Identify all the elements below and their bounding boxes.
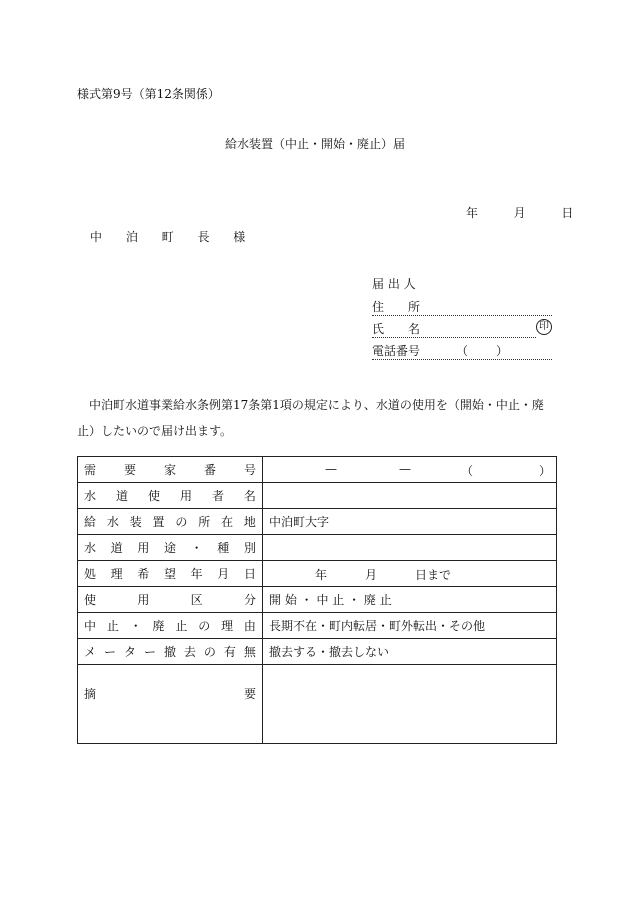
label-char: ー (143, 645, 156, 659)
addressee: 中 泊 町 長 様 (90, 230, 256, 244)
label-char: 道 (115, 489, 128, 503)
label-char: 月 (217, 567, 230, 581)
label-char: 番 (203, 463, 216, 477)
label-char: の (175, 515, 188, 529)
label-char: 置 (152, 515, 165, 529)
reason-field[interactable]: 長期不在・町内転居・町外転出・その他 (263, 613, 557, 639)
phone-label: 電話番号 (372, 344, 421, 358)
paren-close: ） (539, 463, 552, 478)
label-char: ー (103, 645, 116, 659)
table-row (78, 639, 557, 665)
label-char: 用 (137, 593, 150, 607)
label-char: 号 (243, 463, 256, 477)
label-char: 理 (221, 619, 234, 633)
label-char: 年 (190, 567, 203, 581)
row-label (84, 513, 256, 530)
meter-removal-field[interactable]: 撤去する・撤去しない (263, 639, 557, 665)
dash-2: — (399, 461, 411, 476)
table-row (78, 483, 557, 509)
document-title: 給水装置（中止・開始・廃止）届 (224, 137, 405, 151)
label-char: 要 (123, 463, 136, 477)
row-label (84, 617, 256, 634)
phone-paren-close: ） (496, 344, 509, 358)
label-char: の (203, 645, 216, 659)
label-char: 分 (243, 593, 256, 607)
desired-year-label: 年 (315, 567, 328, 582)
applicant-block (372, 275, 552, 364)
label-char: 用 (179, 489, 192, 503)
form-number: 様式第9号（第12条関係） (77, 87, 220, 101)
seal-icon: 印 (536, 319, 552, 335)
label-char: 水 (84, 489, 97, 503)
label-char: 要 (243, 687, 256, 701)
address-line[interactable] (372, 315, 552, 316)
label-char: 撤 (163, 645, 176, 659)
label-char: 水 (84, 541, 97, 555)
phone-line[interactable] (372, 359, 552, 360)
date-year-label: 年 (466, 206, 479, 220)
remarks-field[interactable] (263, 665, 557, 744)
label-char: の (198, 619, 211, 633)
desired-day-label: 日まで (415, 567, 452, 582)
phone-paren-open: （ (456, 344, 469, 358)
supply-location-field[interactable]: 中泊町大字 (263, 509, 557, 535)
label-char: 地 (243, 515, 256, 529)
table-row (78, 457, 557, 483)
row-label (84, 565, 256, 582)
label-char: 望 (163, 567, 176, 581)
label-char: 途 (163, 541, 176, 555)
label-char: 無 (243, 645, 256, 659)
date-month-label: 月 (513, 206, 526, 220)
desired-month-label: 月 (365, 567, 378, 582)
table-row (78, 587, 557, 613)
label-char: 水 (106, 515, 119, 529)
label-char: 別 (243, 541, 256, 555)
name-line[interactable] (372, 337, 536, 338)
label-char: 給 (84, 515, 97, 529)
label-char: 摘 (84, 687, 97, 701)
declaration-text: 中泊町水道事業給水条例第17条第1項の規定により、水道の使用を（開始・中止・廃止）したいので届け出ます。 (77, 398, 544, 438)
label-char: 在 (221, 515, 234, 529)
application-table (77, 456, 557, 744)
table-row (78, 509, 557, 535)
label-char: 名 (243, 489, 256, 503)
label-char: 使 (84, 593, 97, 607)
label-char: 由 (243, 619, 256, 633)
dash-1: — (325, 461, 337, 476)
desired-date-field[interactable] (263, 561, 557, 587)
paren-open: （ (461, 463, 474, 478)
row-label (84, 591, 256, 608)
usage-category-field[interactable]: 開 始 ・ 中 止 ・ 廃 止 (263, 587, 557, 613)
table-row (78, 613, 557, 639)
label-char: 有 (223, 645, 236, 659)
label-char: 廃 (152, 619, 165, 633)
address-label: 住 所 (372, 300, 421, 314)
label-char: 道 (110, 541, 123, 555)
water-user-name-field[interactable] (263, 483, 557, 509)
label-char: 需 (84, 463, 97, 477)
label-char: 去 (183, 645, 196, 659)
label-char: 止 (175, 619, 188, 633)
label-char: 用 (137, 541, 150, 555)
label-char: ・ (129, 619, 142, 633)
label-char: 種 (217, 541, 230, 555)
label-char: 中 (84, 619, 97, 633)
customer-number-field[interactable] (263, 457, 557, 483)
label-char: タ (123, 645, 136, 659)
date-day-label: 日 (561, 206, 574, 220)
applicant-heading: 届 出 人 (372, 277, 416, 291)
table-row (78, 535, 557, 561)
table-row (78, 561, 557, 587)
table-row (78, 665, 557, 744)
label-char: 者 (211, 489, 224, 503)
row-label (84, 487, 256, 504)
label-char: ・ (190, 541, 203, 555)
label-char: 止 (106, 619, 119, 633)
label-char: 使 (147, 489, 160, 503)
label-char: 希 (137, 567, 150, 581)
label-char: 日 (243, 567, 256, 581)
date-line (466, 204, 573, 221)
label-char: 処 (84, 567, 97, 581)
label-char: 理 (110, 567, 123, 581)
usage-type-field[interactable] (263, 535, 557, 561)
label-char: 区 (190, 593, 203, 607)
label-char: 家 (163, 463, 176, 477)
row-label (84, 643, 256, 660)
label-char: 装 (129, 515, 142, 529)
row-label (84, 539, 256, 556)
label-char: 所 (198, 515, 211, 529)
label-char: メ (84, 645, 97, 659)
row-label (84, 685, 256, 702)
name-label: 氏 名 (372, 322, 421, 336)
row-label (84, 461, 256, 478)
